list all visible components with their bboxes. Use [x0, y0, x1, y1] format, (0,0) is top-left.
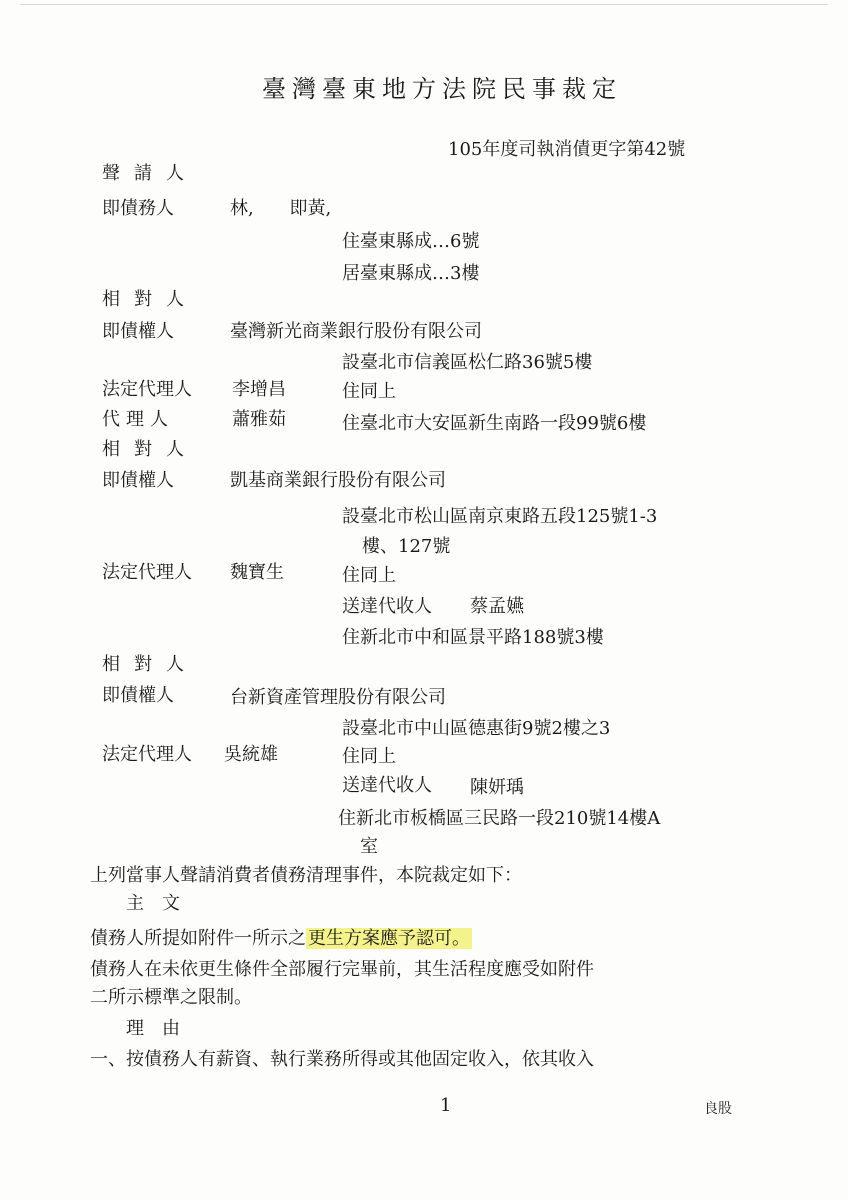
- service-agent-2-name: 蔡孟嬿: [470, 596, 524, 617]
- creditor-label-2: 即債權人: [102, 470, 174, 491]
- debtor-address-2: 居臺東縣成…3樓: [342, 263, 480, 284]
- service-agent-3-name: 陳妍瑀: [470, 777, 524, 798]
- division-label: 良股: [704, 1101, 732, 1117]
- agent-address: 住臺北市大安區新生南路一段99號6樓: [342, 413, 647, 434]
- highlighted-text: 更生方案應予認可。: [308, 928, 470, 949]
- opposite-label-3: 相對人: [102, 654, 198, 675]
- debtor-label: 即債務人: [102, 198, 174, 219]
- agent-label: 代理人: [102, 409, 174, 430]
- page-number: 1: [440, 1095, 452, 1116]
- service-agent-label-3: 送達代收人: [342, 775, 432, 796]
- creditor-3-address: 設臺北市中山區德惠街9號2樓之3: [342, 718, 611, 739]
- main-item-2-line-1: 債務人在未依更生條件全部履行完畢前，其生活程度應受如附件: [90, 959, 594, 980]
- creditor-2-name: 凱基商業銀行股份有限公司: [230, 470, 446, 491]
- reason-item-1: 一、按債務人有薪資、執行業務所得或其他固定收入，依其收入: [90, 1049, 594, 1070]
- service-agent-3-address-b: 室: [360, 836, 378, 857]
- opposite-label-1: 相對人: [102, 289, 198, 310]
- intro-paragraph: 上列當事人聲請消費者債務清理事件，本院裁定如下：: [90, 865, 522, 886]
- creditor-1-address: 設臺北市信義區松仁路36號5樓: [342, 352, 593, 373]
- debtor-address-1: 住臺東縣成…6號: [342, 231, 480, 252]
- creditor-label-1: 即債權人: [102, 321, 174, 342]
- legal-rep-label-2: 法定代理人: [102, 562, 192, 583]
- service-agent-label-2: 送達代收人: [342, 596, 432, 617]
- creditor-2-address-a: 設臺北市松山區南京東路五段125號1-3: [342, 506, 658, 527]
- legal-rep-2-name: 魏寶生: [230, 562, 284, 583]
- same-as-above-1: 住同上: [342, 381, 396, 402]
- legal-rep-1-name: 李增昌: [232, 379, 286, 400]
- main-heading: 主 文: [126, 893, 180, 914]
- legal-rep-label-3: 法定代理人: [102, 744, 192, 765]
- main-item-1-text: 債務人所提如附件一所示之: [90, 928, 306, 949]
- scan-edge-line: [20, 4, 828, 5]
- creditor-1-name: 臺灣新光商業銀行股份有限公司: [230, 321, 482, 342]
- applicant-label: 聲請人: [102, 163, 198, 184]
- main-item-2-line-2: 二所示標準之限制。: [90, 987, 252, 1008]
- legal-rep-label-1: 法定代理人: [102, 379, 192, 400]
- main-item-1: [90, 928, 472, 950]
- creditor-2-address-b: 樓、127號: [362, 536, 451, 557]
- same-as-above-2: 住同上: [342, 565, 396, 586]
- reason-heading: 理 由: [126, 1018, 180, 1039]
- service-agent-3-address-a: 住新北市板橋區三民路一段210號14樓A: [338, 808, 661, 829]
- debtor-name: 林, 即黃,: [230, 198, 332, 219]
- creditor-3-name: 台新資產管理股份有限公司: [230, 687, 446, 708]
- legal-rep-3-name: 吳統雄: [224, 744, 278, 765]
- agent-name: 蕭雅茹: [232, 409, 286, 430]
- opposite-label-2: 相對人: [102, 439, 198, 460]
- creditor-label-3: 即債權人: [102, 685, 174, 706]
- same-as-above-3: 住同上: [342, 746, 396, 767]
- service-agent-2-address: 住新北市中和區景平路188號3樓: [342, 627, 604, 648]
- document-title: 臺灣臺東地方法院民事裁定: [262, 75, 622, 103]
- case-number: 105年度司執消債更字第42號: [448, 139, 686, 160]
